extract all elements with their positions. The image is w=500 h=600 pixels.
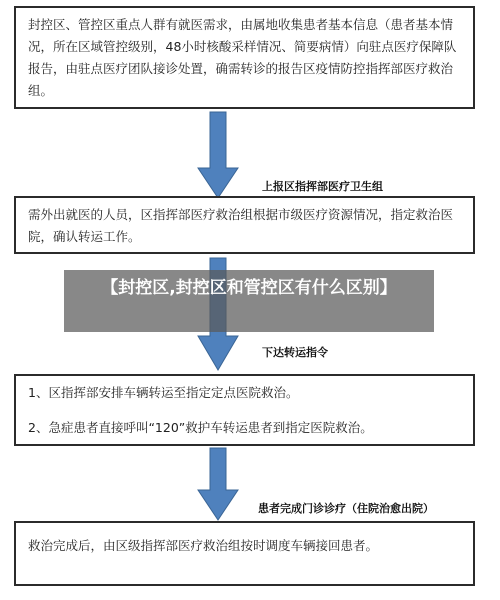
- step-box-3-line-1: 1、区指挥部安排车辆转运至指定定点医院救治。: [28, 385, 299, 400]
- step-box-1-text: 封控区、管控区重点人群有就医需求，由属地收集患者基本信息（患者基本情况，所在区域管控级别，48小时核酸采样情况、简要病情）向驻点医疗保障队报告，由驻点医疗团队接诊处置，确需转诊的报告区疫情防控指挥部医疗救治组。: [28, 17, 457, 98]
- step-box-2: [14, 196, 475, 254]
- step-box-4: [14, 521, 475, 586]
- overlay-title-text: 【封控区,封控区和管控区有什么区别】: [101, 278, 397, 298]
- step-box-4-text: 救治完成后，由区级指挥部医疗救治组按时调度车辆接回患者。: [28, 538, 379, 553]
- down-arrow-1-icon: [198, 112, 238, 198]
- down-arrow-3-icon: [198, 448, 238, 520]
- step-box-1: [14, 6, 475, 109]
- edge-label-treatment-complete: 患者完成门诊诊疗（住院治愈出院）: [258, 502, 434, 515]
- edge-label-report: 上报区指挥部医疗卫生组: [262, 180, 383, 193]
- edge-label-transfer-order: 下达转运指令: [262, 346, 328, 359]
- step-box-2-text: 需外出就医的人员，区指挥部医疗救治组根据市级医疗资源情况，指定救治医院，确认转运工作。: [28, 207, 454, 244]
- overlay-title-banner: [64, 270, 434, 332]
- step-box-3-line-2: 2、急症患者直接呼叫“120”救护车转运患者到指定医院救治。: [28, 420, 373, 435]
- step-box-3: [14, 374, 475, 446]
